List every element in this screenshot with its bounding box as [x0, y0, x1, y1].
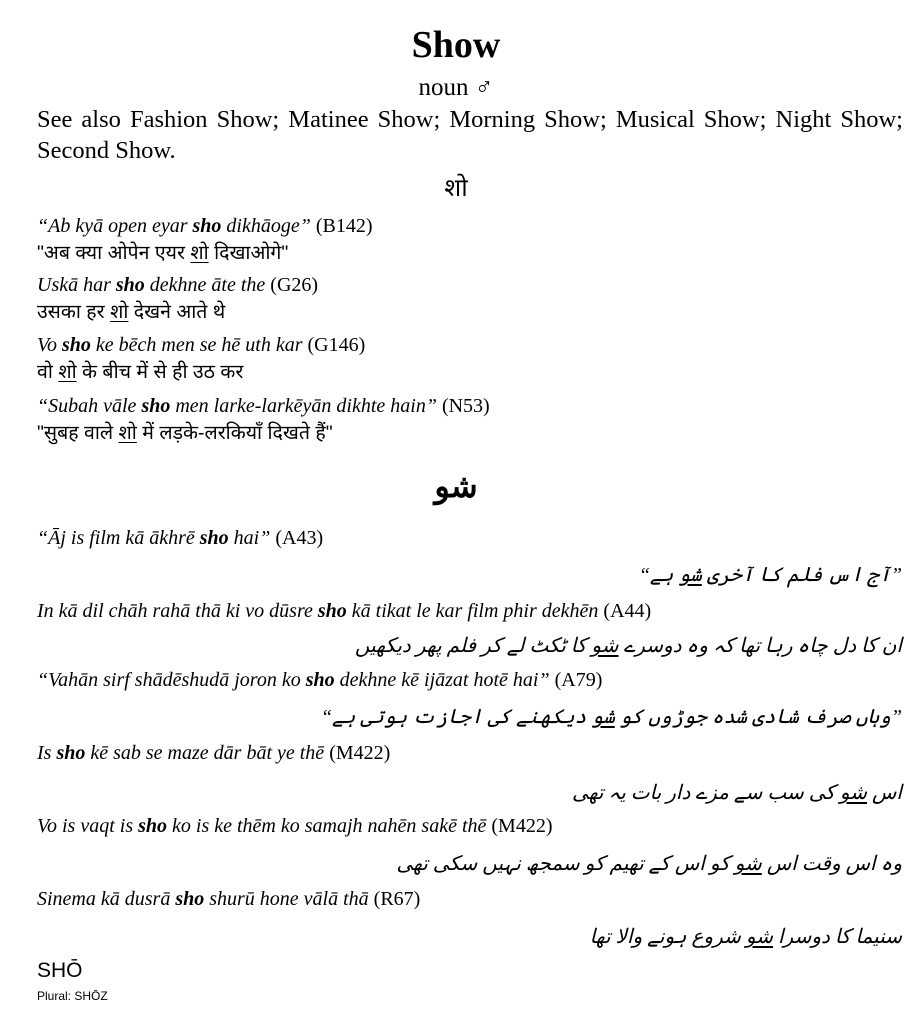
keyword-underlined: शो: [58, 361, 77, 383]
keyword: sho: [199, 527, 229, 549]
script-text: "सुबह वाले: [37, 422, 119, 444]
script-text: شروع ہونے والا تھا: [589, 926, 746, 948]
keyword-underlined: شو: [839, 782, 868, 804]
example-devanagari: [37, 358, 897, 386]
script-text: کی سب سے مزے دار بات یہ تھی: [572, 782, 840, 804]
script-text: سنیما کا دوسرا: [772, 926, 902, 948]
romanized-text: kē sab se maze dār bāt ye thē: [85, 742, 325, 764]
script-text: वो: [37, 361, 59, 383]
script-text: وہ اس وقت اس: [761, 853, 902, 875]
keyword: sho: [192, 215, 222, 237]
hindi-example: [37, 272, 897, 326]
source-reference: (R67): [373, 888, 421, 910]
romanized-text: “Ab kyā open eyar: [37, 215, 193, 237]
source-reference: (B142): [315, 215, 373, 237]
hindi-example: [37, 393, 897, 447]
urdu-example-script: [42, 560, 902, 590]
source-reference: (M422): [329, 742, 391, 764]
script-text: ہے“: [638, 564, 679, 586]
romanized-text: kā tikat le kar film phir dekhēn: [346, 600, 599, 622]
hindi-heading: शो: [444, 174, 468, 202]
keyword: sho: [138, 815, 168, 837]
keyword-underlined: शो: [118, 422, 137, 444]
example-romanized: [37, 332, 897, 358]
script-text: ”آج اس فلم کا آخری: [701, 564, 902, 586]
romanized-text: Uskā har: [37, 274, 116, 296]
romanized-text: dekhne āte the: [144, 274, 266, 296]
urdu-example-romanized: [37, 813, 897, 839]
script-text: دیکھنے کی اجازت ہوتی ہے“: [320, 706, 592, 728]
urdu-example-script: [42, 922, 902, 952]
romanized-text: shurū hone vālā thā: [204, 888, 369, 910]
romanized-text: Is: [37, 742, 57, 764]
keyword: sho: [141, 395, 171, 417]
script-text: के बीच में से ही उठ कर: [76, 361, 244, 383]
keyword: sho: [317, 600, 347, 622]
headword: Show: [411, 24, 501, 66]
pronunciation: SHŌ: [37, 959, 83, 982]
romanized-text: dikhāoge”: [221, 215, 311, 237]
romanized-text: men larke-larkēyān dikhte hain”: [170, 395, 437, 417]
hindi-example: [37, 213, 897, 267]
source-reference: (G146): [307, 334, 366, 356]
romanized-text: Sinema kā dusrā: [37, 888, 176, 910]
romanized-text: ko is ke thēm ko samajh nahēn sakē thē: [167, 815, 487, 837]
hindi-example: [37, 332, 897, 386]
script-text: में लड़के-लरकियाँ दिखते हैं": [136, 422, 333, 444]
urdu-example-script: [42, 778, 902, 808]
keyword: sho: [115, 274, 145, 296]
keyword-underlined: شو: [591, 635, 619, 657]
part-of-speech: noun ♂: [418, 74, 494, 101]
example-devanagari: [37, 419, 897, 447]
source-reference: (A44): [603, 600, 652, 622]
urdu-example-romanized: [37, 525, 897, 551]
source-reference: (N53): [441, 395, 490, 417]
script-text: दिखाओगे": [208, 242, 289, 264]
urdu-example-script: [42, 702, 902, 732]
see-also-text: See also Fashion Show; Matinee Show; Morning Show; Musical Show; Night Show; Second Show.: [37, 106, 903, 164]
keyword-underlined: شو: [591, 706, 615, 728]
script-text: کو اس کے تھیم کو سمجھ نہیں سکی تھی: [396, 853, 735, 875]
keyword: sho: [305, 669, 335, 691]
romanized-text: Vo: [37, 334, 62, 356]
example-romanized: [37, 393, 897, 419]
script-text: ”وہاں صرف شادی شدہ جوڑوں کو: [614, 706, 902, 728]
keyword: sho: [175, 888, 205, 910]
source-reference: (A79): [554, 669, 603, 691]
script-text: "अब क्या ओपेन एयर: [37, 242, 191, 264]
urdu-example-romanized: [37, 740, 897, 766]
script-text: کا ٹکٹ لے کر فلم پھر دیکھیں: [354, 635, 592, 657]
example-romanized: [37, 272, 897, 298]
romanized-text: Vo is vaqt is: [37, 815, 139, 837]
romanized-text: ke bēch men se hē uth kar: [90, 334, 303, 356]
romanized-text: “Subah vāle: [37, 395, 142, 417]
script-text: देखने आते थे: [128, 301, 226, 323]
urdu-heading: شو: [434, 468, 478, 504]
romanized-text: dekhne kē ijāzat hotē hai”: [334, 669, 550, 691]
plural-form: Plural: SHŌZ: [37, 989, 108, 1003]
romanized-text: “Āj is film kā ākhrē: [37, 527, 200, 549]
urdu-example-script: [42, 849, 902, 879]
keyword: sho: [56, 742, 86, 764]
romanized-text: “Vahān sirf shādēshudā joron ko: [37, 669, 306, 691]
romanized-text: hai”: [228, 527, 271, 549]
source-reference: (M422): [491, 815, 553, 837]
urdu-example-romanized: [37, 886, 897, 912]
urdu-example-script: [42, 631, 902, 661]
example-devanagari: [37, 298, 897, 326]
keyword-underlined: شو: [745, 926, 773, 948]
keyword-underlined: शो: [110, 301, 129, 323]
script-text: ان کا دل چاہ رہا تھا کہ وہ دوسرے: [618, 635, 902, 657]
keyword-underlined: شو: [734, 853, 762, 875]
example-devanagari: [37, 239, 897, 267]
script-text: اس: [867, 782, 902, 804]
urdu-example-romanized: [37, 667, 897, 693]
source-reference: (A43): [275, 527, 324, 549]
script-text: उसका हर: [37, 301, 111, 323]
romanized-text: In kā dil chāh rahā thā ki vo dūsre: [37, 600, 318, 622]
keyword-underlined: شو: [678, 564, 702, 586]
urdu-example-romanized: [37, 598, 897, 624]
keyword-underlined: शो: [190, 242, 209, 264]
source-reference: (G26): [270, 274, 319, 296]
example-romanized: [37, 213, 897, 239]
keyword: sho: [62, 334, 91, 356]
